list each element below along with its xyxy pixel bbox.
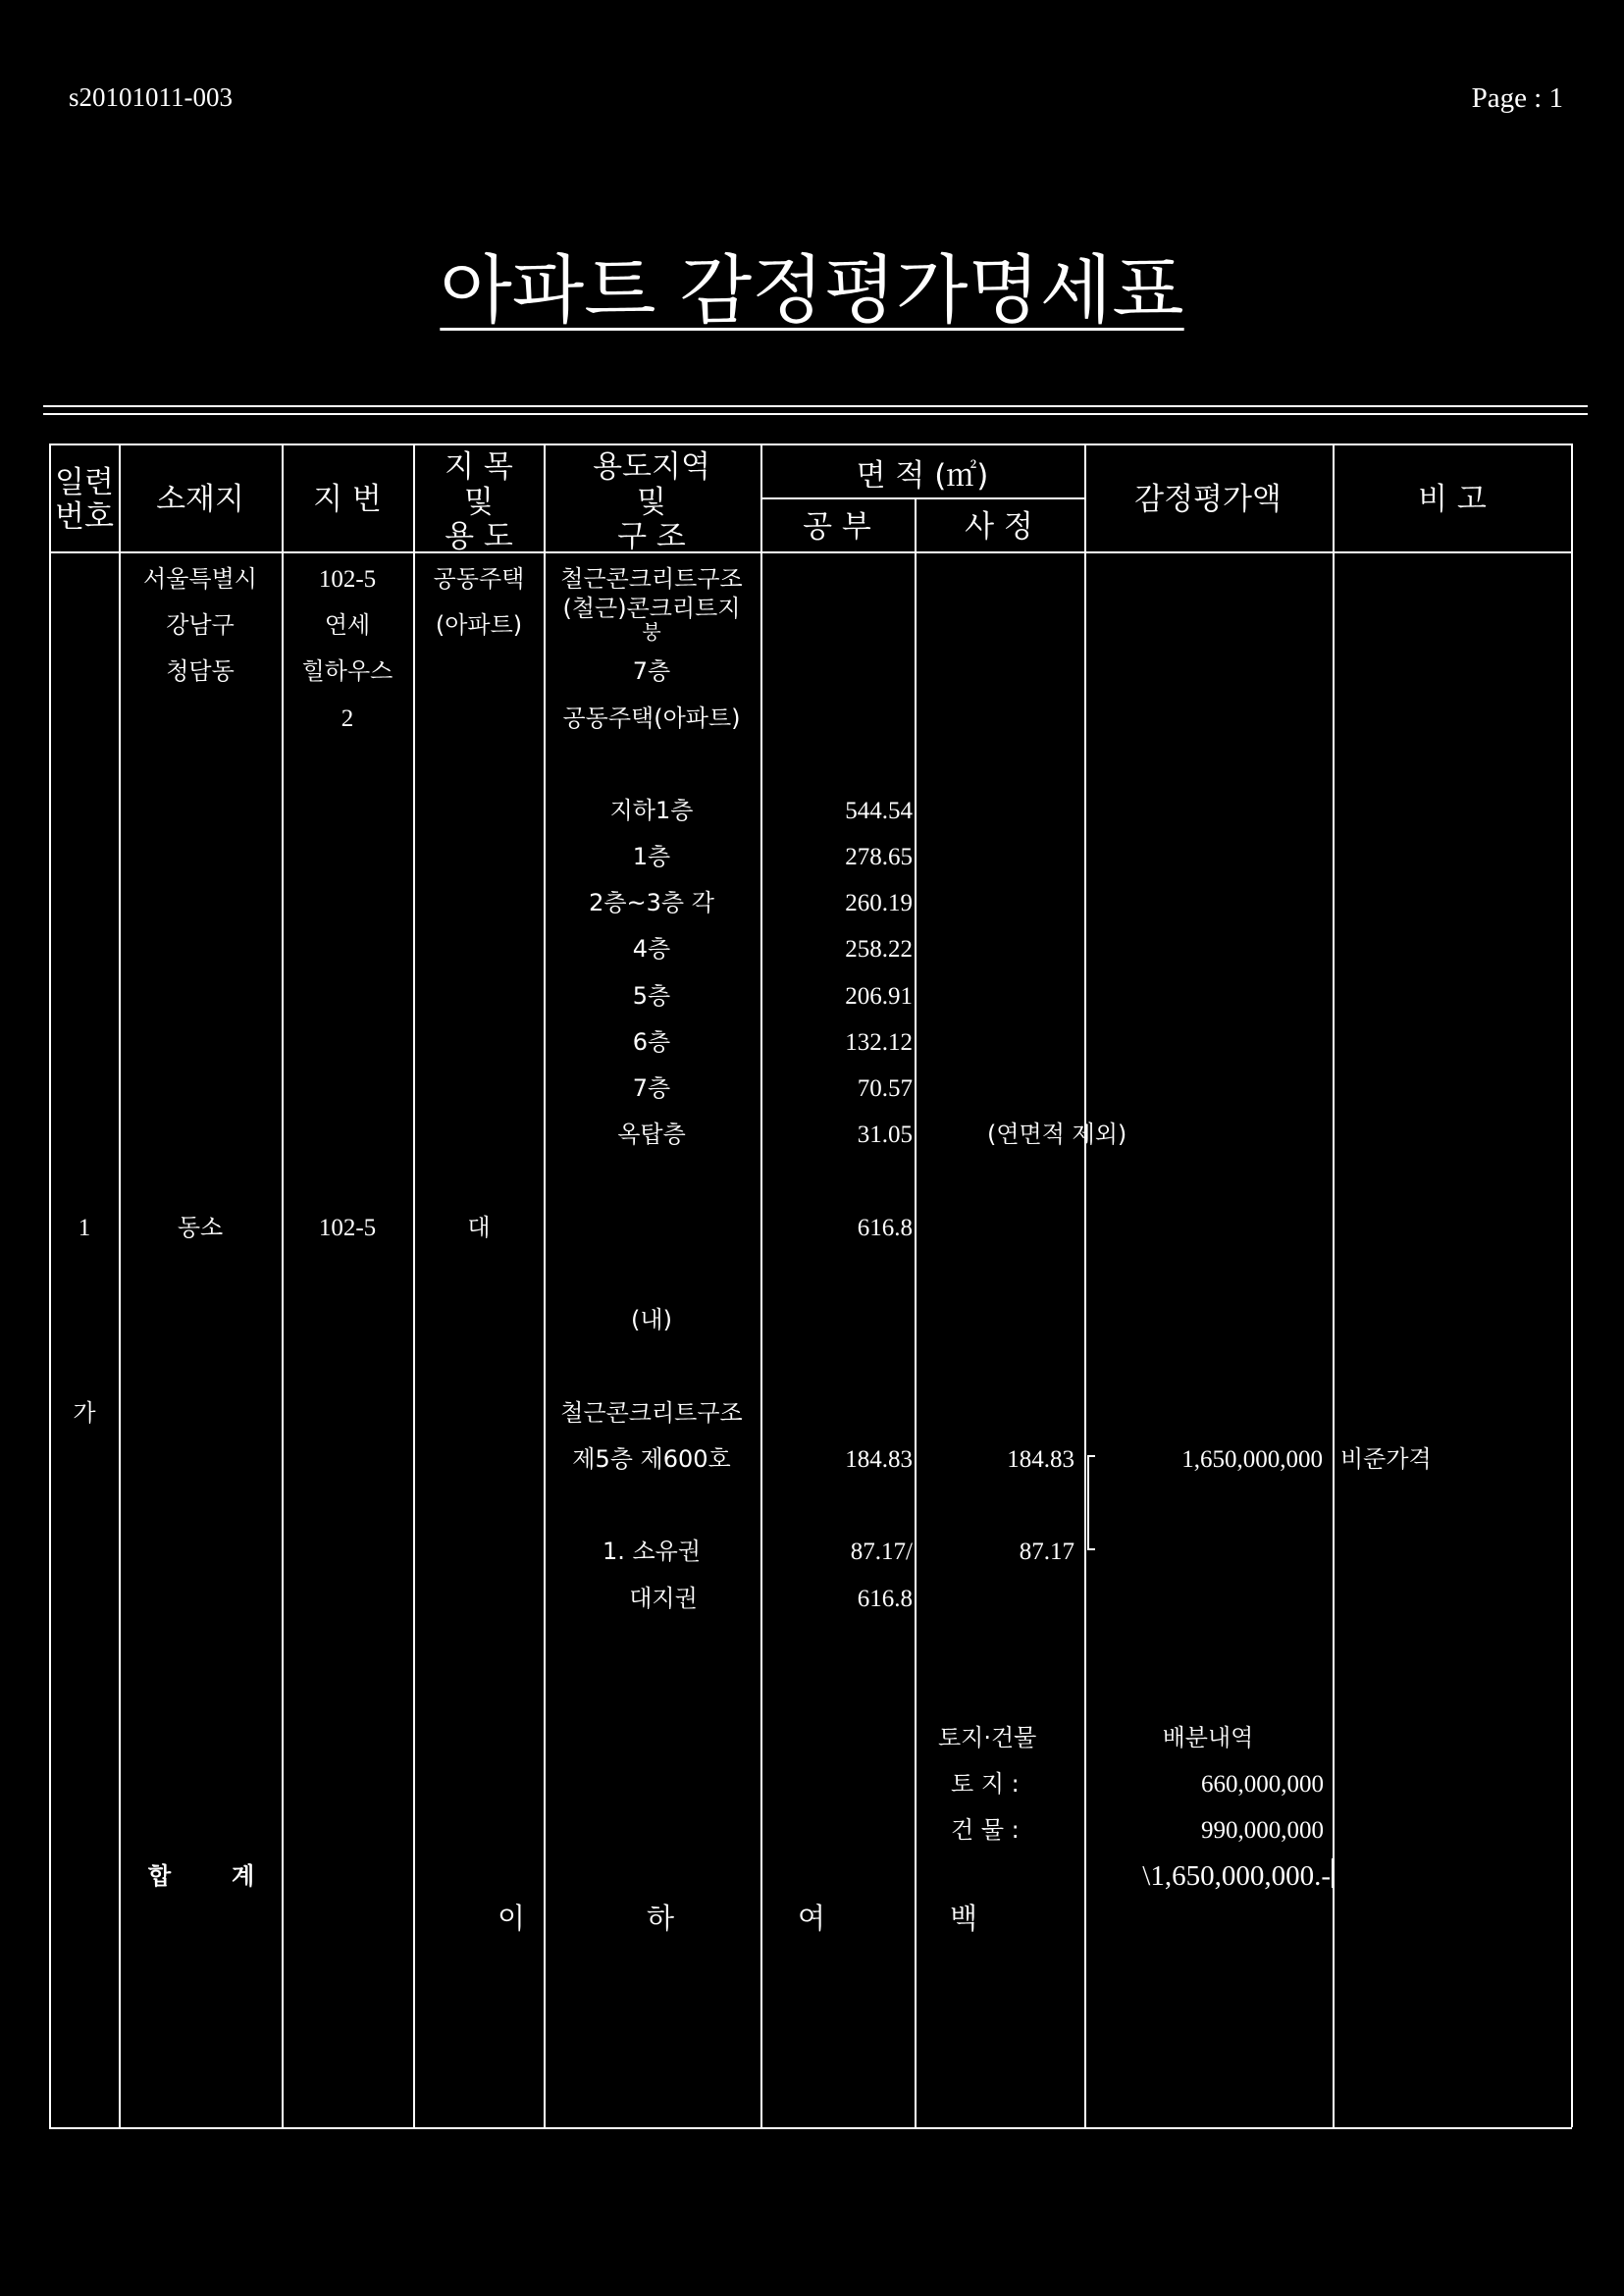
ownership-area-actual: 87.17 (1019, 1539, 1074, 1565)
structure-floors: 7층 (632, 657, 671, 685)
floor-4-label: 4층 (632, 935, 671, 963)
header-serial-1: 일련 (55, 465, 114, 500)
land-right-area: 616.8 (857, 1586, 913, 1612)
header-area-actual: 사 정 (965, 509, 1033, 545)
unit-area-actual: 184.83 (1007, 1446, 1074, 1473)
unit-structure: 철근콘크리트구조 (560, 1399, 743, 1427)
header-bottom-border (49, 551, 1572, 553)
header-remarks: 비 고 (1418, 482, 1487, 517)
building-name: 연세 (324, 611, 371, 639)
allocation-building-label: 건 물 : (951, 1816, 1020, 1844)
unit-remark: 비준가격 (1340, 1445, 1432, 1473)
value-bracket (1087, 1455, 1095, 1550)
header-zone-3: 구 조 (617, 519, 686, 554)
header-area-official: 공 부 (803, 509, 871, 545)
land-lot: 102-5 (318, 1215, 377, 1241)
allocation-land-label: 토 지 : (951, 1770, 1020, 1798)
header-lot: 지 번 (313, 482, 382, 517)
document-id: s20101011-003 (69, 82, 233, 112)
floor-6-area: 132.12 (845, 1029, 913, 1056)
header-area: 면 적 (㎡) (856, 458, 989, 494)
allocation-land-value: 660,000,000 (1201, 1771, 1324, 1798)
unit-number: 제5층 제600호 (572, 1445, 731, 1473)
structure-line-3: 붕 (642, 620, 661, 644)
location-city: 서울특별시 (143, 565, 257, 593)
floor-6-label: 6층 (632, 1028, 671, 1056)
header-appraised-value: 감정평가액 (1134, 482, 1282, 517)
lot-number: 102-5 (318, 566, 377, 593)
floor-roof-note: (연면적 제외) (987, 1121, 1127, 1148)
header-zone-2: 및 (637, 485, 666, 520)
land-category: 대 (467, 1214, 491, 1241)
serial-number: 1 (78, 1215, 91, 1241)
blank-marker-1: 이 (497, 1902, 526, 1935)
structure-use: 공동주택(아파트) (562, 704, 741, 732)
structure-line-1: 철근콘크리트구조 (560, 565, 743, 593)
header-category-3: 용 도 (445, 519, 513, 554)
unit-appraised-value: 1,650,000,000 (1181, 1446, 1323, 1473)
blank-marker-4: 백 (949, 1902, 978, 1935)
land-right-label: 대지권 (629, 1585, 698, 1612)
col-border-9 (1571, 444, 1573, 2127)
floor-b1-label: 지하1층 (609, 797, 694, 824)
document-title: 아파트 감정평가명세표 (440, 246, 1184, 334)
location-gu: 강남구 (166, 611, 235, 639)
header-serial-2: 번호 (55, 499, 114, 535)
total-value: \1,650,000,000.- (1142, 1860, 1331, 1892)
structure-line-2: (철근)콘크리트지 (562, 595, 741, 622)
col-border-1 (119, 444, 121, 2127)
col-border-5 (760, 444, 762, 2127)
building-number: 2 (341, 705, 354, 732)
land-area: 616.8 (857, 1215, 913, 1241)
total-label-right: 계 (232, 1862, 255, 1890)
floor-b1-area: 544.54 (845, 798, 913, 824)
allocation-label: 토지·건물 (938, 1724, 1037, 1751)
col-border-2 (282, 444, 284, 2127)
header-zone-1: 용도지역 (593, 449, 710, 485)
total-value-right-bar (1332, 1858, 1334, 1888)
allocation-label-2: 배분내역 (1162, 1724, 1254, 1751)
area-subheader-line (760, 497, 1084, 499)
building-name-2: 힐하우스 (301, 657, 393, 685)
col-border-6 (915, 497, 917, 2127)
unit-serial: 가 (73, 1399, 96, 1427)
blank-marker-3: 여 (797, 1902, 826, 1935)
inner-label: (내) (631, 1306, 672, 1333)
floor-7-area: 70.57 (857, 1075, 913, 1102)
floor-5-label: 5층 (632, 982, 671, 1010)
ownership-label: 1. 소유권 (602, 1538, 702, 1565)
floor-1-label: 1층 (632, 843, 671, 870)
header-category-1: 지 목 (445, 449, 513, 485)
ownership-area: 87.17/ (850, 1539, 913, 1565)
floor-2-3-label: 2층~3층 각 (589, 889, 714, 916)
blank-marker-2: 하 (646, 1902, 675, 1935)
page-number: Page : 1 (1471, 82, 1563, 114)
total-label-left: 합 (148, 1862, 172, 1890)
col-border-3 (413, 444, 415, 2127)
title-rule-top (43, 405, 1588, 407)
floor-1-area: 278.65 (845, 844, 913, 870)
col-border-4 (544, 444, 546, 2127)
floor-2-3-area: 260.19 (845, 890, 913, 916)
allocation-building-value: 990,000,000 (1201, 1817, 1324, 1844)
location-dong: 청담동 (166, 657, 235, 685)
col-border-7 (1084, 444, 1086, 2127)
use-type: 공동주택 (433, 565, 525, 593)
floor-roof-label: 옥탑층 (617, 1121, 686, 1148)
header-category-2: 및 (464, 485, 494, 520)
floor-5-area: 206.91 (845, 983, 913, 1010)
unit-area-official: 184.83 (845, 1446, 913, 1473)
table-top-border (49, 444, 1572, 445)
land-location: 동소 (177, 1214, 224, 1241)
header-location: 소재지 (156, 482, 244, 517)
use-type-2: (아파트) (435, 611, 523, 639)
title-rule-bottom (43, 413, 1588, 415)
col-border-0 (49, 444, 51, 2127)
floor-4-area: 258.22 (845, 936, 913, 963)
table-bottom-border (49, 2127, 1572, 2129)
floor-roof-area: 31.05 (857, 1122, 913, 1148)
floor-7-label: 7층 (632, 1074, 671, 1102)
